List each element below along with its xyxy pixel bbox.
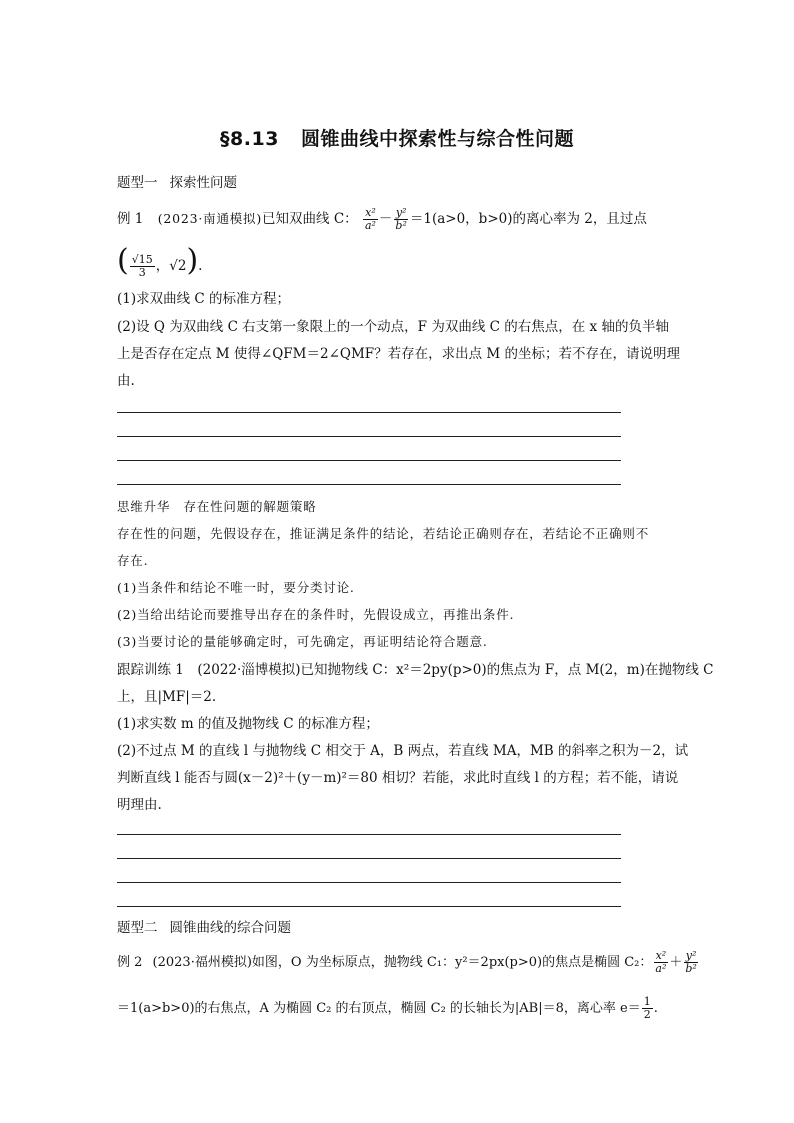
point-frac: $\frac{√15}{3}$ [131,253,153,279]
example2-label: 例 2 [117,955,143,970]
example1-source: (2023·南通模拟) [157,211,263,226]
strategy-item1: (1)当条件和结论不唯一时，要分类讨论. [117,580,355,595]
example2-frac-x: $\frac{\text{x²}}{\text{a²}}$ [655,949,667,975]
strategy-line2: 存在. [117,553,149,568]
training1-line2: 上，且|MF|＝2. [117,689,217,705]
training1-line1: 跟踪训练 1 (2022·淄博模拟)已知抛物线 C：x²＝2py(p>0)的焦点为 F，点 M(2，m)在抛物线 C [117,662,714,678]
example1-q2-line2: 上是否存在定点 M 使得∠QFM＝2∠QMF？若存在，求出点 M 的坐标；若不存在，请说明理 [117,346,681,362]
training1-q2-line1: (2)不过点 M 的直线 l 与抛物线 C 相交于 A，B 两点，若直线 MA，MB 的斜率之积为－2，试 [117,743,689,759]
example2-text-2: ＝1(a>b>0)的右焦点，A 为椭圆 C₂ 的右顶点，椭圆 C₂ 的长轴长为|AB|＝8，离心率 e＝ [117,1001,641,1016]
type2-label: 题型二 [117,920,158,936]
page-title [0,124,794,151]
type1-name: 探索性问题 [169,175,237,191]
example1-q2-line1: (2)设 Q 为双曲线 C 右支第一象限上的一个动点，F 为双曲线 C 的右焦点，在 x 轴的负半轴 [117,319,669,335]
eccentricity-frac: $\frac{1}{2}$ [643,995,651,1021]
example1-statement: 例 1 (2023·南通模拟)已知双曲线 C： $\frac{\text{x²}}{\text{a²}}$ － $\frac{\text{y²}}{\text{b²}}$ ＝1(a>0，b>0)的离心率为 2，且过点 [117,206,647,232]
example1-label: 例 1 [117,211,144,227]
training1-q2-line3: 明理由. [117,797,162,813]
type2-name: 圆锥曲线的综合问题 [169,920,291,936]
example1-frac-x: $\frac{\text{x²}}{\text{a²}}$ [364,206,376,232]
training1-q2-line2: 判断直线 l 能否与圆(x－2)²＋(y－m)²＝80 相切？若能，求此时直线 l 的方程；若不能，请说 [117,770,679,786]
example1-frac-y: $\frac{\text{y²}}{\text{b²}}$ [395,206,407,232]
example1-q1: (1)求双曲线 C 的标准方程； [117,291,291,307]
strategy-item3: (3)当要讨论的量能够确定时，可先确定，再证明结论符合题意. [117,634,488,649]
training1-q1: (1)求实数 m 的值及抛物线 C 的标准方程； [117,716,379,732]
example1-text-b: ＝1(a>0，b>0)的离心率为 2，且过点 [409,211,647,227]
example2-line1: 例 2 (2023·福州模拟)如图，O 为坐标原点，抛物线 C₁：y²＝2px(p>0)的焦点是椭圆 C₂： $\frac{\text{x²}}{\text{a²}}$ ＋ $\frac{\text{y²}}{\text{b²}}$ [117,949,697,975]
example1-point: ( $\frac{√15}{3}$ ，√2). [117,243,203,279]
type2-heading [117,915,681,941]
strategy-line1: 存在性的问题，先假设存在，推证满足条件的结论，若结论正确则存在，若结论不正确则不 [117,526,650,541]
example2-frac-y: $\frac{\text{y²}}{\text{b²}}$ [685,949,697,975]
type1-label: 题型一 [117,175,158,191]
example1-q2-line3: 由. [117,373,135,389]
example2-text-1: (2023·福州模拟)如图，O 为坐标原点，抛物线 C₁：y²＝2px(p>0)的焦点是椭圆 C₂： [152,955,653,970]
example1-text-a: 已知双曲线 C： [262,211,358,227]
strategy-title: 思维升华 存在性问题的解题策略 [117,499,317,514]
type1-heading [117,170,681,196]
section-title: 圆锥曲线中探索性与综合性问题 [300,128,574,150]
example2-line2: ＝1(a>b>0)的右焦点，A 为椭圆 C₂ 的右顶点，椭圆 C₂ 的长轴长为|AB|＝8，离心率 e＝ $\frac{1}{2}$ . [117,995,658,1021]
section-number: §8.13 [220,128,279,150]
strategy-item2: (2)当给出结论而要推导出存在的条件时，先假设成立，再推出条件. [117,607,515,622]
